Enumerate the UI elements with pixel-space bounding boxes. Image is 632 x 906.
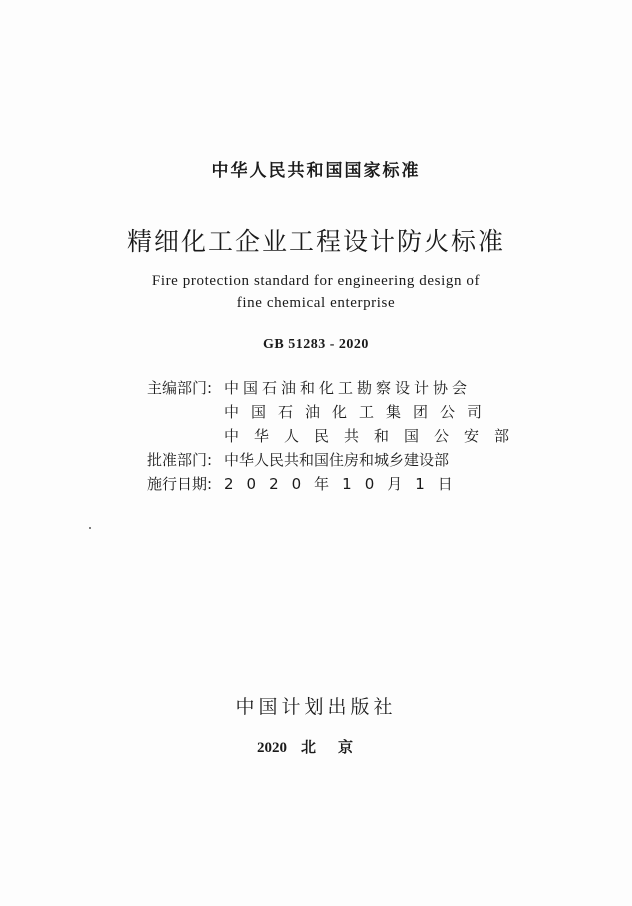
editor-label: 主编部门: <box>147 379 213 397</box>
effective-date-row <box>147 472 524 496</box>
effective-date-value: 2020年10月1日 <box>224 475 466 493</box>
effective-date-label: 施行日期: <box>147 475 213 493</box>
publication-year: 2020 <box>256 740 287 756</box>
publication-city: 北京 <box>300 740 375 756</box>
standard-title-chinese: 精细化工企业工程设计防火标准 <box>126 227 505 256</box>
print-speck <box>89 527 91 529</box>
editor-row-2 <box>147 400 524 424</box>
english-title-line-1: Fire protection standard for engineering design of <box>151 273 481 289</box>
editor-name-1: 中国石油和化工勘察设计协会 <box>224 379 472 397</box>
national-standard-heading: 中华人民共和国国家标准 <box>211 161 421 181</box>
standard-title-english <box>0 270 632 314</box>
editor-row-3 <box>147 424 524 448</box>
department-info <box>147 376 524 496</box>
approver-row <box>147 448 524 472</box>
approver-label: 批准部门: <box>147 451 213 469</box>
standard-code: GB 51283 - 2020 <box>263 337 369 352</box>
english-title-line-2: fine chemical enterprise <box>236 295 396 311</box>
publisher-name: 中国计划出版社 <box>235 696 397 718</box>
editor-name-3: 中华人民共和国公安部 <box>224 427 525 445</box>
approver-name: 中华人民共和国住房和城乡建设部 <box>224 451 450 469</box>
editor-row-1 <box>147 376 524 400</box>
editor-name-2: 中国石油化工集团公司 <box>224 403 495 421</box>
publication-year-city <box>0 736 632 757</box>
